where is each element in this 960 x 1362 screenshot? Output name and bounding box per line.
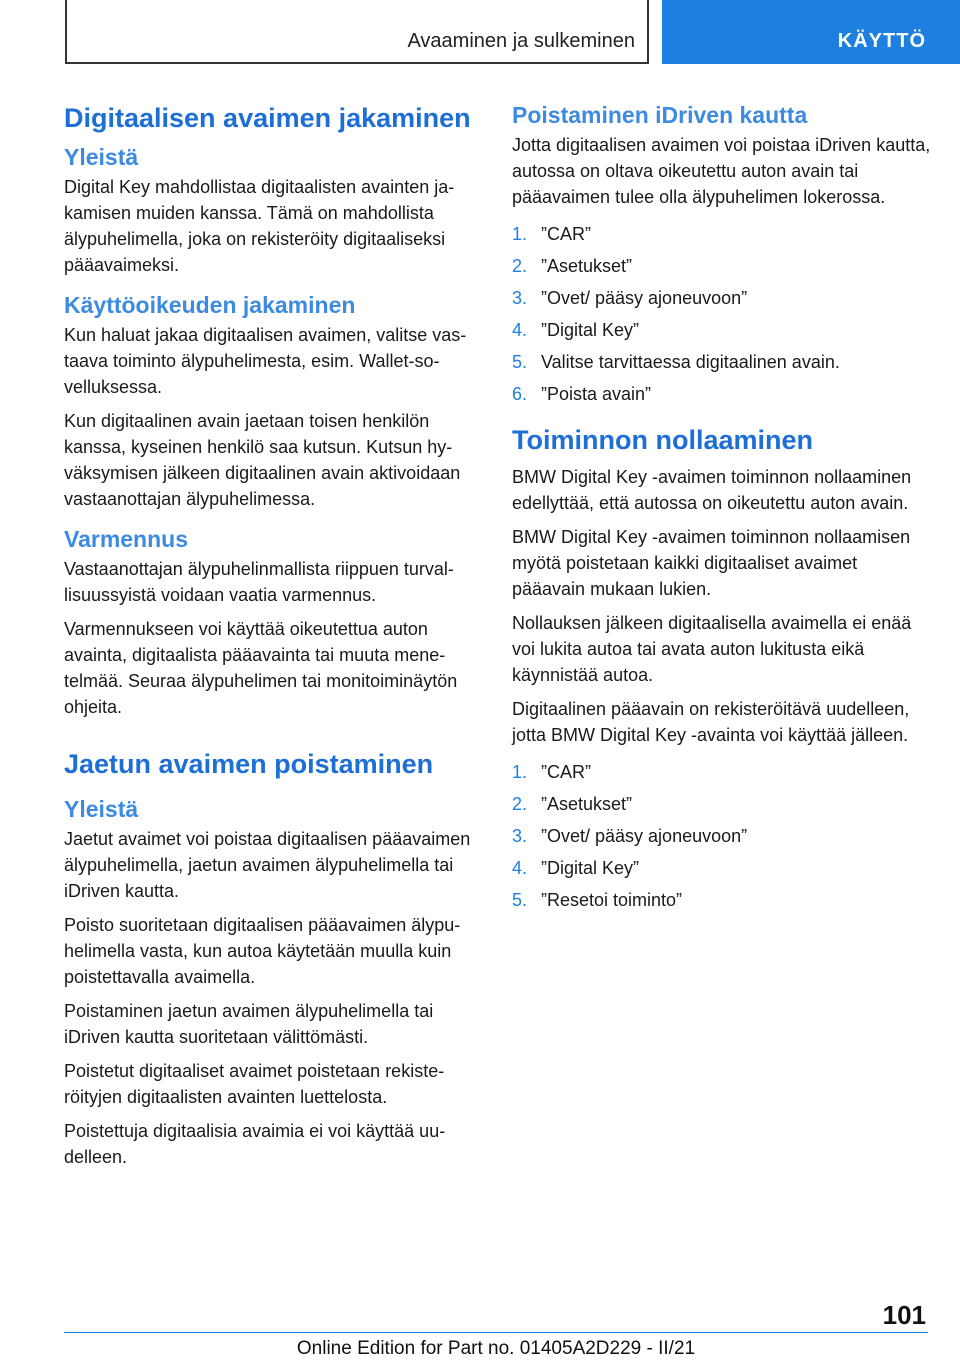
list-item — [512, 756, 932, 788]
footer-edition: Online Edition for Part no. 01405A2D229 - II/21 — [296, 1338, 696, 1359]
page-number: 101 — [882, 1300, 926, 1330]
step-text: ”CAR” — [541, 762, 591, 782]
step-number: 5. — [512, 352, 528, 372]
paragraph: Poistettuja digitaalisia avaimia ei voi käyttää uudelleen. — [64, 1121, 446, 1167]
list-item — [512, 282, 932, 314]
step-text: ”Asetukset” — [541, 794, 633, 814]
step-number: 3. — [512, 288, 528, 308]
list-item — [512, 788, 932, 820]
step-number: 2. — [512, 256, 528, 276]
paragraph: Digitaalinen pääavain on rekisteröitävä uudelleen, jotta BMW Digital Key -avainta voi käyttää jälleen. — [512, 699, 910, 745]
list-item — [512, 884, 932, 916]
step-number: 1. — [512, 224, 528, 244]
step-number: 6. — [512, 384, 528, 404]
chapter-tab-label: KÄYTTÖ — [837, 30, 926, 52]
list-item — [512, 378, 932, 410]
chapter-tab[interactable] — [662, 0, 960, 64]
subheading-delete-via-idrive: Poistaminen iDriven kautta — [512, 102, 808, 128]
paragraph: BMW Digital Key -avaimen toiminnon nollaaminen edellyttää, että autossa on oikeutettu auton avain. — [512, 467, 912, 513]
step-number: 4. — [512, 858, 528, 878]
step-number: 3. — [512, 826, 528, 846]
step-text: ”Ovet/ pääsy ajoneuvoon” — [541, 288, 748, 308]
step-text: ”Digital Key” — [541, 858, 640, 878]
paragraph: Jotta digitaalisen avaimen voi poistaa iDriven kautta, autossa on oltava oikeutettu auton avain tai pääavaimen tulee olla älypuhelimen lokerossa. — [512, 135, 931, 207]
right-column — [512, 100, 932, 928]
paragraph: Kun digitaalinen avain jaetaan toisen henkilön kanssa, kyseinen henkilö saa kutsun. Kutsun hyväksymisen jälkeen digitaalinen avain aktivoidaan vastaanottajan älypuhelimessa. — [64, 411, 461, 509]
paragraph: Poisto suoritetaan digitaalisen pääavaimen älypuhelimella vasta, kun autoa käytetään muulla kuin poistettavalla avaimella. — [64, 915, 461, 987]
left-column — [64, 100, 480, 1178]
step-list-reset — [512, 756, 932, 916]
heading-reset-function: Toiminnon nollaaminen — [512, 425, 813, 455]
step-list-delete — [512, 218, 932, 410]
paragraph: Digital Key mahdollistaa digitaalisten avainten jakamisen muiden kanssa. Tämä on mahdollista älypuhelimella, joka on rekisteröity digitaaliseksi pääavaimeksi. — [64, 177, 455, 275]
paragraph: Varmennukseen voi käyttää oikeutettua auton avainta, digitaalista pääavainta tai muuta menetelmää. Seuraa älypuhelimen tai monitoiminäytön ohjeita. — [64, 619, 458, 717]
step-number: 2. — [512, 794, 528, 814]
step-text: ”Asetukset” — [541, 256, 633, 276]
footer-divider — [64, 1332, 928, 1333]
step-text: ”Resetoi toiminto” — [541, 890, 683, 910]
list-item — [512, 852, 932, 884]
subheading-general-1: Yleistä — [64, 144, 139, 170]
step-text: ”Digital Key” — [541, 320, 640, 340]
paragraph: Poistaminen jaetun avaimen älypuhelimella tai iDriven kautta suoritetaan välittömästi. — [64, 1001, 434, 1047]
paragraph: Kun haluat jakaa digitaalisen avaimen, valitse vastaava toiminto älypuhelimesta, esim. Wallet-sovelluksessa. — [64, 325, 467, 397]
step-text: Valitse tarvittaessa digitaalinen avain. — [541, 352, 840, 372]
list-item — [512, 218, 932, 250]
step-text: ”Ovet/ pääsy ajoneuvoon” — [541, 826, 748, 846]
heading-delete-shared-key: Jaetun avaimen poistaminen — [64, 749, 434, 779]
paragraph: BMW Digital Key -avaimen toiminnon nollaamisen myötä poistetaan kaikki digitaaliset avaimet pääavain mukaan lukien. — [512, 527, 911, 599]
list-item — [512, 250, 932, 282]
step-number: 5. — [512, 890, 528, 910]
heading-share-digital-key: Digitaalisen avaimen jakaminen — [64, 103, 471, 133]
step-number: 1. — [512, 762, 528, 782]
running-header-section-box — [65, 0, 649, 64]
step-number: 4. — [512, 320, 528, 340]
subheading-verification: Varmennus — [64, 526, 188, 552]
subheading-sharing-rights: Käyttöoikeuden jakaminen — [64, 292, 356, 318]
paragraph: Nollauksen jälkeen digitaalisella avaimella ei enää voi lukita autoa tai avata auton lukitusta eikä käynnistää autoa. — [512, 613, 912, 685]
running-header-section: Avaaminen ja sulkeminen — [407, 30, 635, 52]
subheading-general-2: Yleistä — [64, 796, 139, 822]
list-item — [512, 820, 932, 852]
paragraph: Poistetut digitaaliset avaimet poistetaan rekisteröityjen digitaalisten avainten luettelosta. — [64, 1061, 445, 1107]
step-text: ”CAR” — [541, 224, 591, 244]
paragraph: Jaetut avaimet voi poistaa digitaalisen pääavaimen älypuhelimella, jaetun avaimen älypuhelimella tai iDriven kautta. — [64, 829, 471, 901]
list-item — [512, 314, 932, 346]
paragraph: Vastaanottajan älypuhelinmallista riippuen turvallisuussyistä voidaan vaatia varmennus. — [64, 559, 454, 605]
list-item — [512, 346, 932, 378]
step-text: ”Poista avain” — [541, 384, 652, 404]
